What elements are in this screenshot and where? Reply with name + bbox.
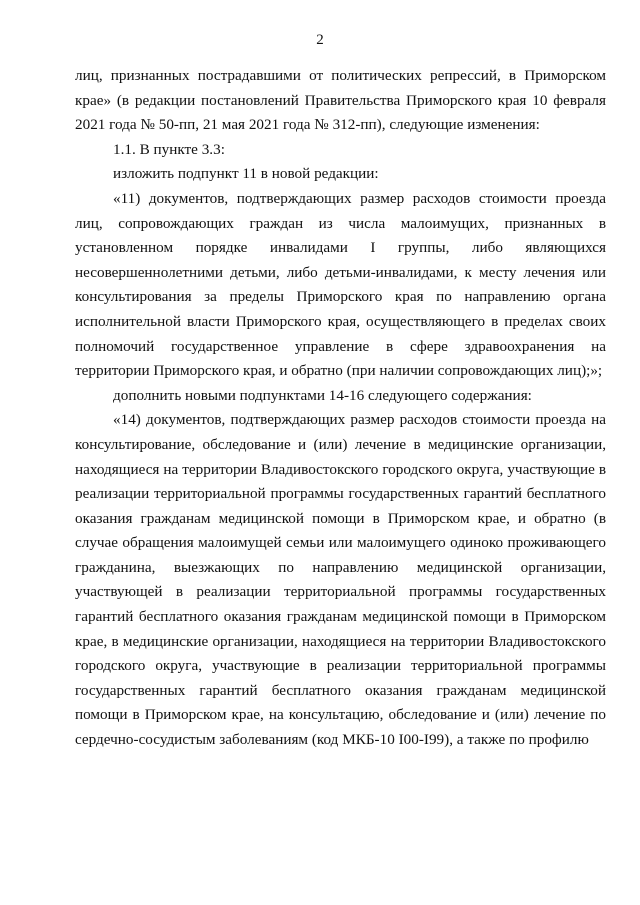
- paragraph-continuation: лиц, признанных пострадавшими от политических репрессий, в Приморском крае» (в редакции постановлений Правительства Приморского края 10 февраля 2021 года № 50-пп, 21 мая 2021 года № 312-пп), следующие изменения:: [75, 67, 606, 134]
- paragraph-instruction-2: дополнить новыми подпунктами 14-16 следующего содержания:: [113, 386, 532, 404]
- document-body: [75, 64, 606, 753]
- page-number: 2: [316, 32, 324, 48]
- paragraph-subitem-14: «14) документов, подтверждающих размер расходов стоимости проезда на консультирование, обследование и (или) лечение в медицинские организации, находящиеся на территории Владивостокского городского округа, участвующие в реализации территориальной программы государственных гарантий бесплатного оказания гражданам медицинской помощи в Приморском крае, и обратно (в случае обращения малоимущей семьи или малоимущего одиноко проживающего гражданина, выезжающих по направлению медицинской организации, участвующей в реализации территориальной программы государственных гарантий бесплатного оказания гражданам медицинской помощи в Приморском крае, в медицинские организации, находящиеся на территории Владивостокского городского округа, участвующие в реализации территориальной программы государственных гарантий бесплатного оказания гражданам медицинской помощи в Приморском крае, на консультацию, обследование и (или) лечение по сердечно-сосудистым заболеваниям (код МКБ-10 I00-I99), а также по профилю: [75, 411, 606, 749]
- paragraph-item-1-1: 1.1. В пункте 3.3:: [113, 140, 225, 158]
- paragraph-instruction-1: изложить подпункт 11 в новой редакции:: [113, 165, 379, 183]
- paragraph-subitem-11: «11) документов, подтверждающих размер расходов стоимости проезда лиц, сопровождающих граждан из числа малоимущих, признанных в установленном порядке инвалидами I группы, либо являющихся несовершеннолетними детьми, либо детьми-инвалидами, к месту лечения или консультирования за пределы Приморского края по направлению органа исполнительной власти Приморского края, осуществляющего в пределах своих полномочий государственное управление в сфере здравоохранения на территории Приморского края, и обратно (при наличии сопровождающих лиц);»;: [75, 189, 606, 380]
